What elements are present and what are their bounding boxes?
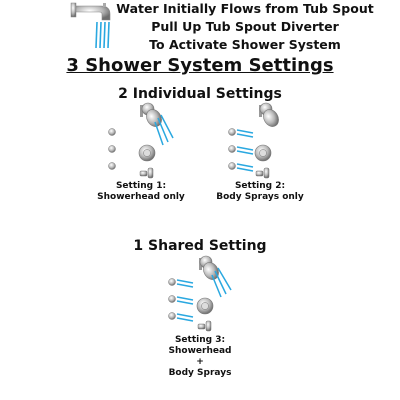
- body-spray-icon: [109, 146, 116, 153]
- tub-spout-small-icon: [198, 321, 211, 331]
- water-spray-icon: [212, 268, 231, 297]
- setting-2-desc: Body Sprays only: [216, 192, 304, 202]
- body-spray-icon: [169, 279, 176, 320]
- showerhead-icon: [259, 103, 282, 129]
- tub-spout-small-icon: [256, 168, 269, 178]
- setting-3-desc-2: Body Sprays: [168, 368, 232, 378]
- setting-3-desc-1: Showerhead: [168, 346, 232, 356]
- intro-line-3: To Activate Shower System: [149, 37, 341, 52]
- body-spray-icon: [229, 129, 236, 170]
- valve-icon: [197, 298, 213, 314]
- setting-3-caption: [145, 335, 255, 379]
- page-title: 3 Shower System Settings: [66, 55, 334, 76]
- tub-spout-small-icon: [140, 168, 153, 178]
- setting-2-caption: [205, 181, 315, 203]
- valve-icon: [255, 145, 271, 161]
- intro-line-1: Water Initially Flows from Tub Spout: [116, 1, 374, 16]
- body-spray-icon: [109, 129, 116, 136]
- setting-3-illustration: [169, 256, 232, 331]
- setting-1-caption: [86, 181, 196, 203]
- water-spray-icon: [237, 130, 253, 171]
- individual-settings-heading: 2 Individual Settings: [118, 86, 282, 102]
- setting-1-label: Setting 1:: [115, 181, 167, 191]
- setting-3-plus: +: [196, 357, 204, 367]
- intro-line-2: Pull Up Tub Spout Diverter: [151, 19, 339, 34]
- valve-icon: [139, 145, 155, 161]
- setting-1-desc: Showerhead only: [97, 192, 185, 202]
- shared-setting-heading: 1 Shared Setting: [133, 238, 267, 254]
- water-spray-icon: [177, 280, 193, 321]
- setting-1-illustration: [109, 103, 174, 178]
- setting-3-label: Setting 3:: [174, 335, 226, 345]
- body-spray-icon: [109, 163, 116, 170]
- setting-2-label: Setting 2:: [234, 181, 286, 191]
- setting-2-illustration: [229, 103, 282, 178]
- intro-text: [95, 0, 395, 54]
